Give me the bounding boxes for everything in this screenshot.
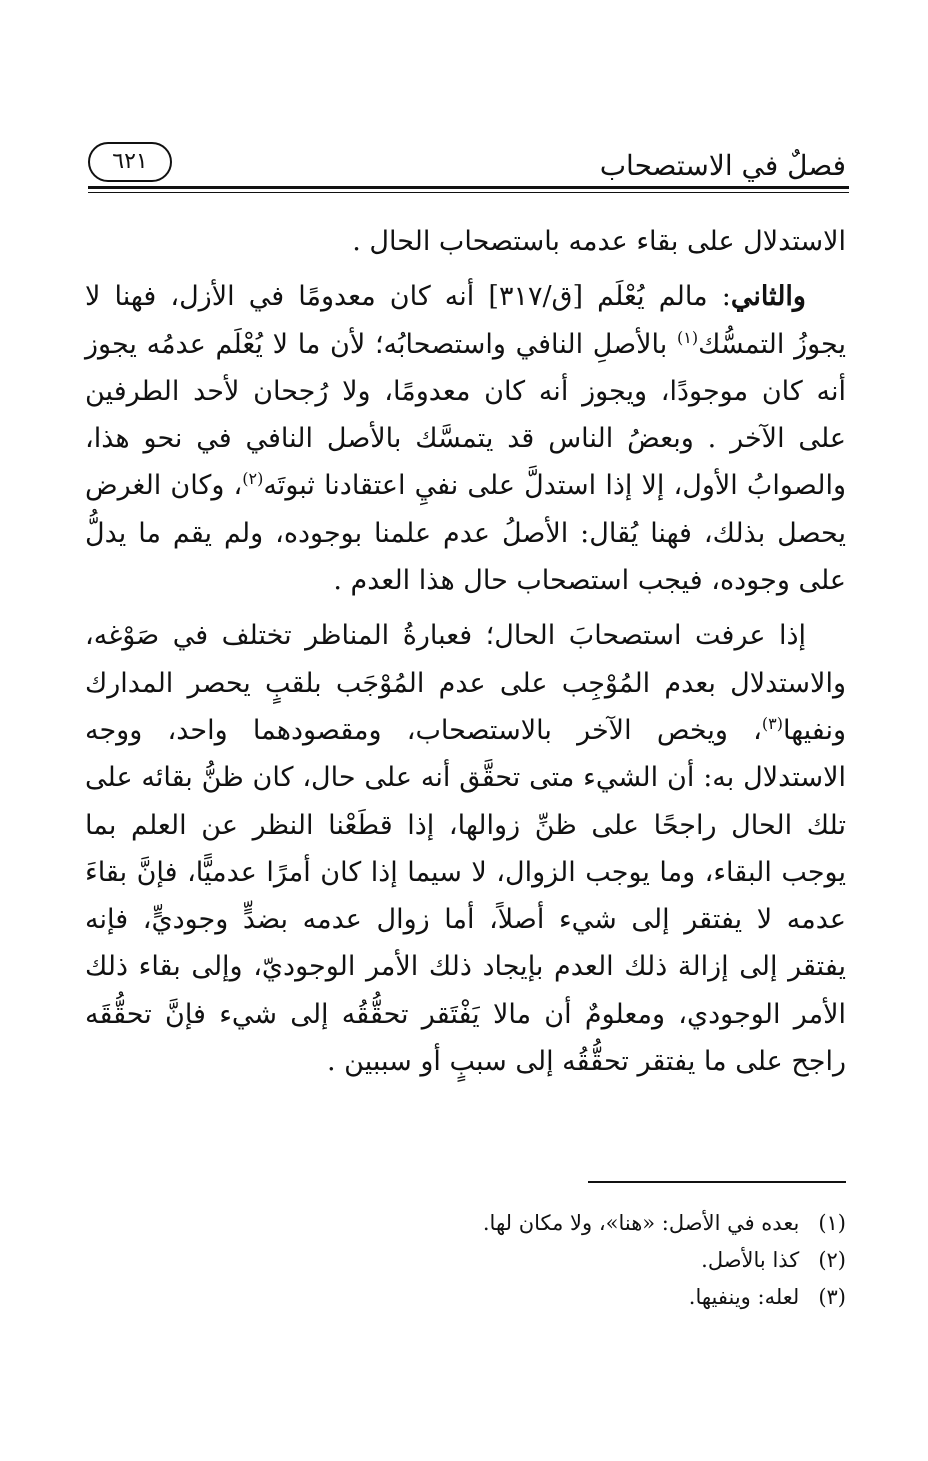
footnote-3 bbox=[85, 1279, 846, 1316]
footnote-1-text: بعده في الأصل: «هنا»، ولا مكان لها. bbox=[482, 1211, 800, 1235]
footnote-3-text: لعله: وينفيها. bbox=[688, 1285, 800, 1309]
footnote-ref-2[interactable]: (٢) bbox=[242, 469, 264, 489]
footnote-ref-1[interactable]: (١) bbox=[676, 327, 699, 347]
footnote-1-number: (١) bbox=[818, 1211, 846, 1235]
page-number: ٦٢١ bbox=[112, 149, 148, 174]
paragraph-2-text-c: ، وكان الغرض يحصل بذلك، فهنا يُقال: الأصلُ عدم علمنا بوجوده، ولم يقم ما يدلُّ على وجوده، فيجب استصحاب حال هذا العدم . bbox=[85, 470, 846, 597]
running-header-title: فصلٌ في الاستصحاب bbox=[599, 149, 846, 182]
paragraph-3-text-a: إذا عرفت استصحابَ الحال؛ فعبارةُ المناظر تختلف في صَوْغه، والاستدلال بعدم المُوْجِب على عدم المُوْجَب بلقبٍ يحصر المدارك ونفيها bbox=[85, 620, 846, 746]
footnote-3-number: (٣) bbox=[818, 1285, 846, 1309]
paragraph-2-lead: والثاني bbox=[730, 281, 806, 313]
footnote-1 bbox=[85, 1205, 846, 1242]
main-text bbox=[85, 218, 846, 1085]
header-rule-thick bbox=[88, 186, 849, 189]
paragraph-2-text-a: : مالم يُعْلَم [ق/٣١٧] أنه كان معدومًا في الأزل، فهنا لا يجوزُ التمسُّك bbox=[85, 281, 846, 360]
footnote-separator bbox=[588, 1181, 846, 1183]
footnote-2 bbox=[85, 1242, 846, 1279]
paragraph-2-text-b: بالأصلِ النافي واستصحابُه؛ لأن ما لا يُعْلَم عدمُه يجوز أنه كان موجودًا، ويجوز أنه كان معدومًا، ولا رُجحان لأحد الطرفين على الآخر . وبعضُ الناس قد يتمسَّك بالأصل النافي في نحو هذا، والصوابُ الأول، إلا إذا استدلَّ على نفيِ اعتقادنا ثبوتَه bbox=[85, 328, 846, 502]
page-number-badge bbox=[88, 142, 172, 182]
footnote-2-text: كذا بالأصل. bbox=[701, 1248, 800, 1272]
paragraph-2 bbox=[85, 273, 846, 604]
paragraph-1 bbox=[85, 218, 846, 265]
paragraph-3 bbox=[85, 612, 846, 1085]
paragraph-3-text-b: ، ويخص الآخر بالاستصحاب، ومقصودهما واحد، ووجه الاستدلال به: أن الشيء متى تحقَّق أنه على حال، كان ظنُّ بقائه على تلك الحال راجحًا على ظنِّ زوالها، إذا قطَعْنا النظر عن العلم بما يوجب البقاء، وما يوجب الزوال، لا سيما إذا كان أمرًا عدميًّا، فإنَّ بقاءَ عدمه لا يفتقر إلى شيء أصلاً، أما زوال عدمه بضدٍّ وجوديٍّ، فإنه يفتقر إلى إزالة ذلك العدم بإيجاد ذلك الأمر الوجوديّ، وإلى بقاء ذلك الأمر الوجودي، ومعلومٌ أن مالا يَفْتَقر تحقُّقُه إلى شيء فإنَّ تحقُّقَه راجح على ما يفتقر تحقُّقُه إلى سببٍ أو سببين . bbox=[85, 714, 846, 1078]
footnote-ref-3[interactable]: (٣) bbox=[761, 713, 783, 733]
header-rule-thin bbox=[88, 192, 849, 193]
paragraph-1-text: الاستدلال على بقاء عدمه باستصحاب الحال . bbox=[352, 226, 846, 257]
footnotes bbox=[85, 1205, 846, 1316]
footnote-2-number: (٢) bbox=[818, 1248, 846, 1272]
